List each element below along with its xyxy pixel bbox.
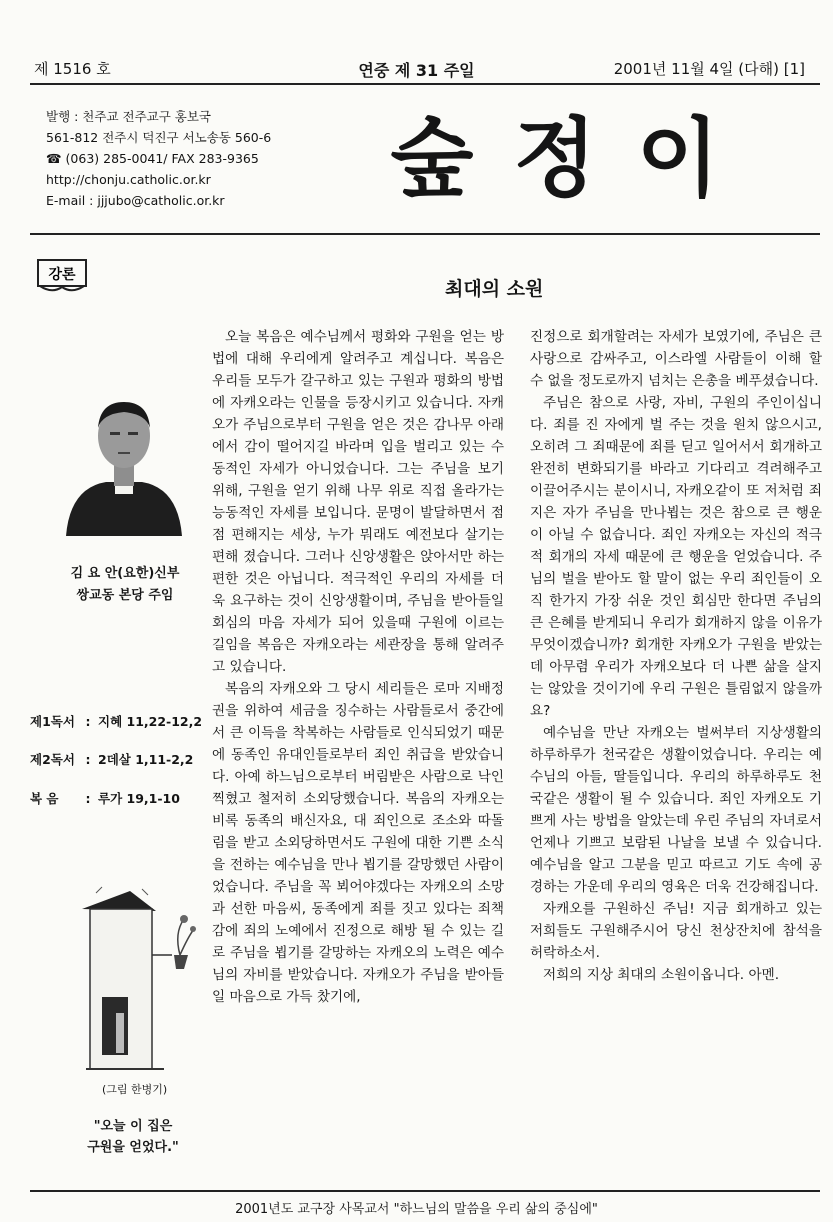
publisher-line: 발행 : 천주교 전주교구 홍보국: [46, 109, 212, 124]
reading-label: 제2독서: [30, 752, 75, 767]
reading-label: 복 음: [30, 791, 59, 806]
article-paragraph: 저희의 지상 최대의 소원이옵니다. 아멘.: [543, 967, 780, 983]
article-paragraph: 주님은 참으로 사랑, 자비, 구원의 주인이십니다. 죄를 진 자에게 벌 주는 것을 원치 않으시고, 오히려 그 죄때문에 죄를 딛고 일어서서 회개하고 완전히 변화되기를 바라고 기다리고 격려해주고 이끌어주시는 분이시니, 자캐오같이 또 저처럼 죄지은 자가 주님을 만나뵙는 것은 참으로 큰 행운이 아닐 수 없습니다. 죄인 자캐오는 자신의 적극적 회개의 자세 때문에 큰 행운을 얻었습니다. 주님의 벌을 받아도 할 말이 없는 우리 죄인들이 오직 한가지 가장 쉬운 것인 회심만 한다면 주님의 큰 은혜를 받게되니 우리가 회개하지 않을 이유가 무엇이겠습니까? 회개한 자캐오가 구원을 받았는데 아무렴 우리가 자캐오보다 더 나쁜 삶을 살지는 않았을 것이기에 우리 구원은 틀림없지 않을까요?: [530, 395, 822, 719]
article-paragraph: 예수님을 만난 자캐오는 벌써부터 지상생활의 하루하루가 천국같은 생활이었습니다. 우리는 예수님의 아들, 딸들입니다. 우리의 하루하루도 천국같은 생활이 될 수 있습니다. 죄인 자캐오도 기쁘게 사는 방법을 알았는데 우린 주님의 자녀로서 언제나 기쁘고 보람된 나날을 보낼 수 있습니다. 예수님을 알고 그분을 믿고 따르고 기도 속에 공경하는 가운데 우리의 영육은 더욱 건강해집니다.: [530, 725, 822, 895]
reading-ref: 루가 19,1-10: [98, 791, 180, 806]
publisher-phone: ☎ (063) 285-0041/ FAX 283-9365: [46, 151, 259, 166]
reading-second: 제2독서 : 2데살 1,11-2,2: [30, 752, 194, 767]
illustration-quote: [58, 1116, 208, 1158]
illustration-credit: (그림 한병기): [102, 1083, 168, 1096]
reading-gospel: 복 음 : 루가 19,1-10: [30, 791, 180, 806]
article-column-left: [212, 326, 504, 1008]
article-paragraph: 자캐오를 구원하신 주님! 지금 회개하고 있는 저희들도 구원해주시어 당신 천상잔치에 참석을 허락하소서.: [530, 901, 822, 961]
publisher-website: http://chonju.catholic.or.kr: [46, 172, 211, 187]
article-paragraph: 오늘 복음은 예수님께서 평화와 구원을 얻는 방법에 대해 우리에게 알려주고 계십니다. 복음은 우리들 모두가 갈구하고 있는 구원과 평화의 방법에 자캐오라는 인물을 등장시키고 있습니다. 자캐오가 주님으로부터 구원을 얻은 것은 감나무 아래에서 감이 떨어지길 바라며 입을 벌리고 있는 수동적인 자세가 아니었습니다. 그는 주님을 보기 위해, 구원을 얻기 위해 나무 위로 직접 올라가는 능동적인 자세를 보입니다. 문명이 발달하면서 점점 편해지는 세상, 누가 뭐래도 예전보다 살기는 편해 졌습니다. 그러나 신앙생활은 앉아서만 하는 편한 것은 아닙니다. 적극적인 우리의 자세를 더욱 요구하는 것이 신앙생활이며, 주님을 받아들일 회심의 마음 자세가 되어 있을때 구원에 이르는 길임을 복음은 자캐오라는 세관장을 통해 알려주고 있습니다.: [212, 329, 504, 675]
author-name: 김 요 안(요한)신부: [70, 566, 180, 581]
quote-line: "오늘 이 집은: [93, 1119, 173, 1134]
publisher-email: E-mail : jjjubo@catholic.or.kr: [46, 193, 225, 208]
reading-ref: 지혜 11,22-12,2: [98, 714, 203, 729]
issue-date: 2001년 11월 4일 (다해) [1]: [613, 60, 805, 78]
reading-label: 제1독서: [30, 714, 75, 729]
publisher-address: 561-812 전주시 덕진구 서노송동 560-6: [46, 130, 272, 145]
article-column-right: [530, 326, 822, 986]
liturgical-week: 연중 제 31 주일: [358, 61, 475, 80]
header-rule: [30, 83, 820, 85]
author-photo: [60, 388, 188, 536]
masthead-title: 숲정이: [390, 110, 760, 200]
masthead-rule: [30, 233, 820, 235]
badge-label: 강론: [48, 267, 76, 283]
article-title: 최대의 소원: [445, 278, 544, 300]
homily-badge: [36, 258, 88, 292]
quote-line: 구원을 얻었다.": [87, 1140, 179, 1155]
author-parish: 쌍교동 본당 주임: [76, 588, 174, 603]
publisher-info: [46, 106, 271, 211]
house-illustration: [72, 885, 198, 1070]
reading-ref: 2데살 1,11-2,2: [98, 752, 194, 767]
footer-rule: [30, 1190, 820, 1192]
masthead-logo: [360, 110, 790, 200]
article-paragraph: 복음의 자캐오와 그 당시 세리들은 로마 지배정권을 위하여 세금을 징수하는 사람들로서 중간에서 큰 이득을 착복하는 사람들로 인식되었기 때문에 동족인 유대인들로부터 죄인 취급을 받았습니다. 아예 하느님으로부터 버림받은 사람으로 낙인 찍혔고 철저히 소외당했습니다. 복음의 자캐오는 비록 동족의 배신자요, 대 죄인으로 조소와 따돌림을 받고 소외당하면서도 구원에 대한 기쁜 소식을 전하는 예수님을 만나 뵙기를 갈망했던 사람이었습니다. 주님을 꼭 뵈어야겠다는 자캐오의 소망과 선한 마음씨, 동족에게 죄를 짓고 있다는 죄책감에 죄의 노예에서 진정으로 해방 될 수 있는 길로 주님을 뵙기를 갈망하는 자캐오의 노력은 예수님의 자비를 받았습니다. 자캐오가 주님을 받아들일 마음으로 가득 찼기에,: [212, 681, 504, 1005]
footer-motto: 2001년도 교구장 사목교서 "하느님의 말씀을 우리 삶의 중심에": [235, 1202, 598, 1217]
reading-first: 제1독서 : 지혜 11,22-12,2: [30, 714, 203, 729]
article-paragraph: 진정으로 회개할려는 자세가 보였기에, 주님은 큰 사랑으로 감싸주고, 이스라엘 사람들이 이해 할 수 없을 정도로까지 넘치는 은총을 베푸셨습니다.: [530, 329, 822, 389]
issue-number: 제 1516 호: [34, 60, 111, 78]
